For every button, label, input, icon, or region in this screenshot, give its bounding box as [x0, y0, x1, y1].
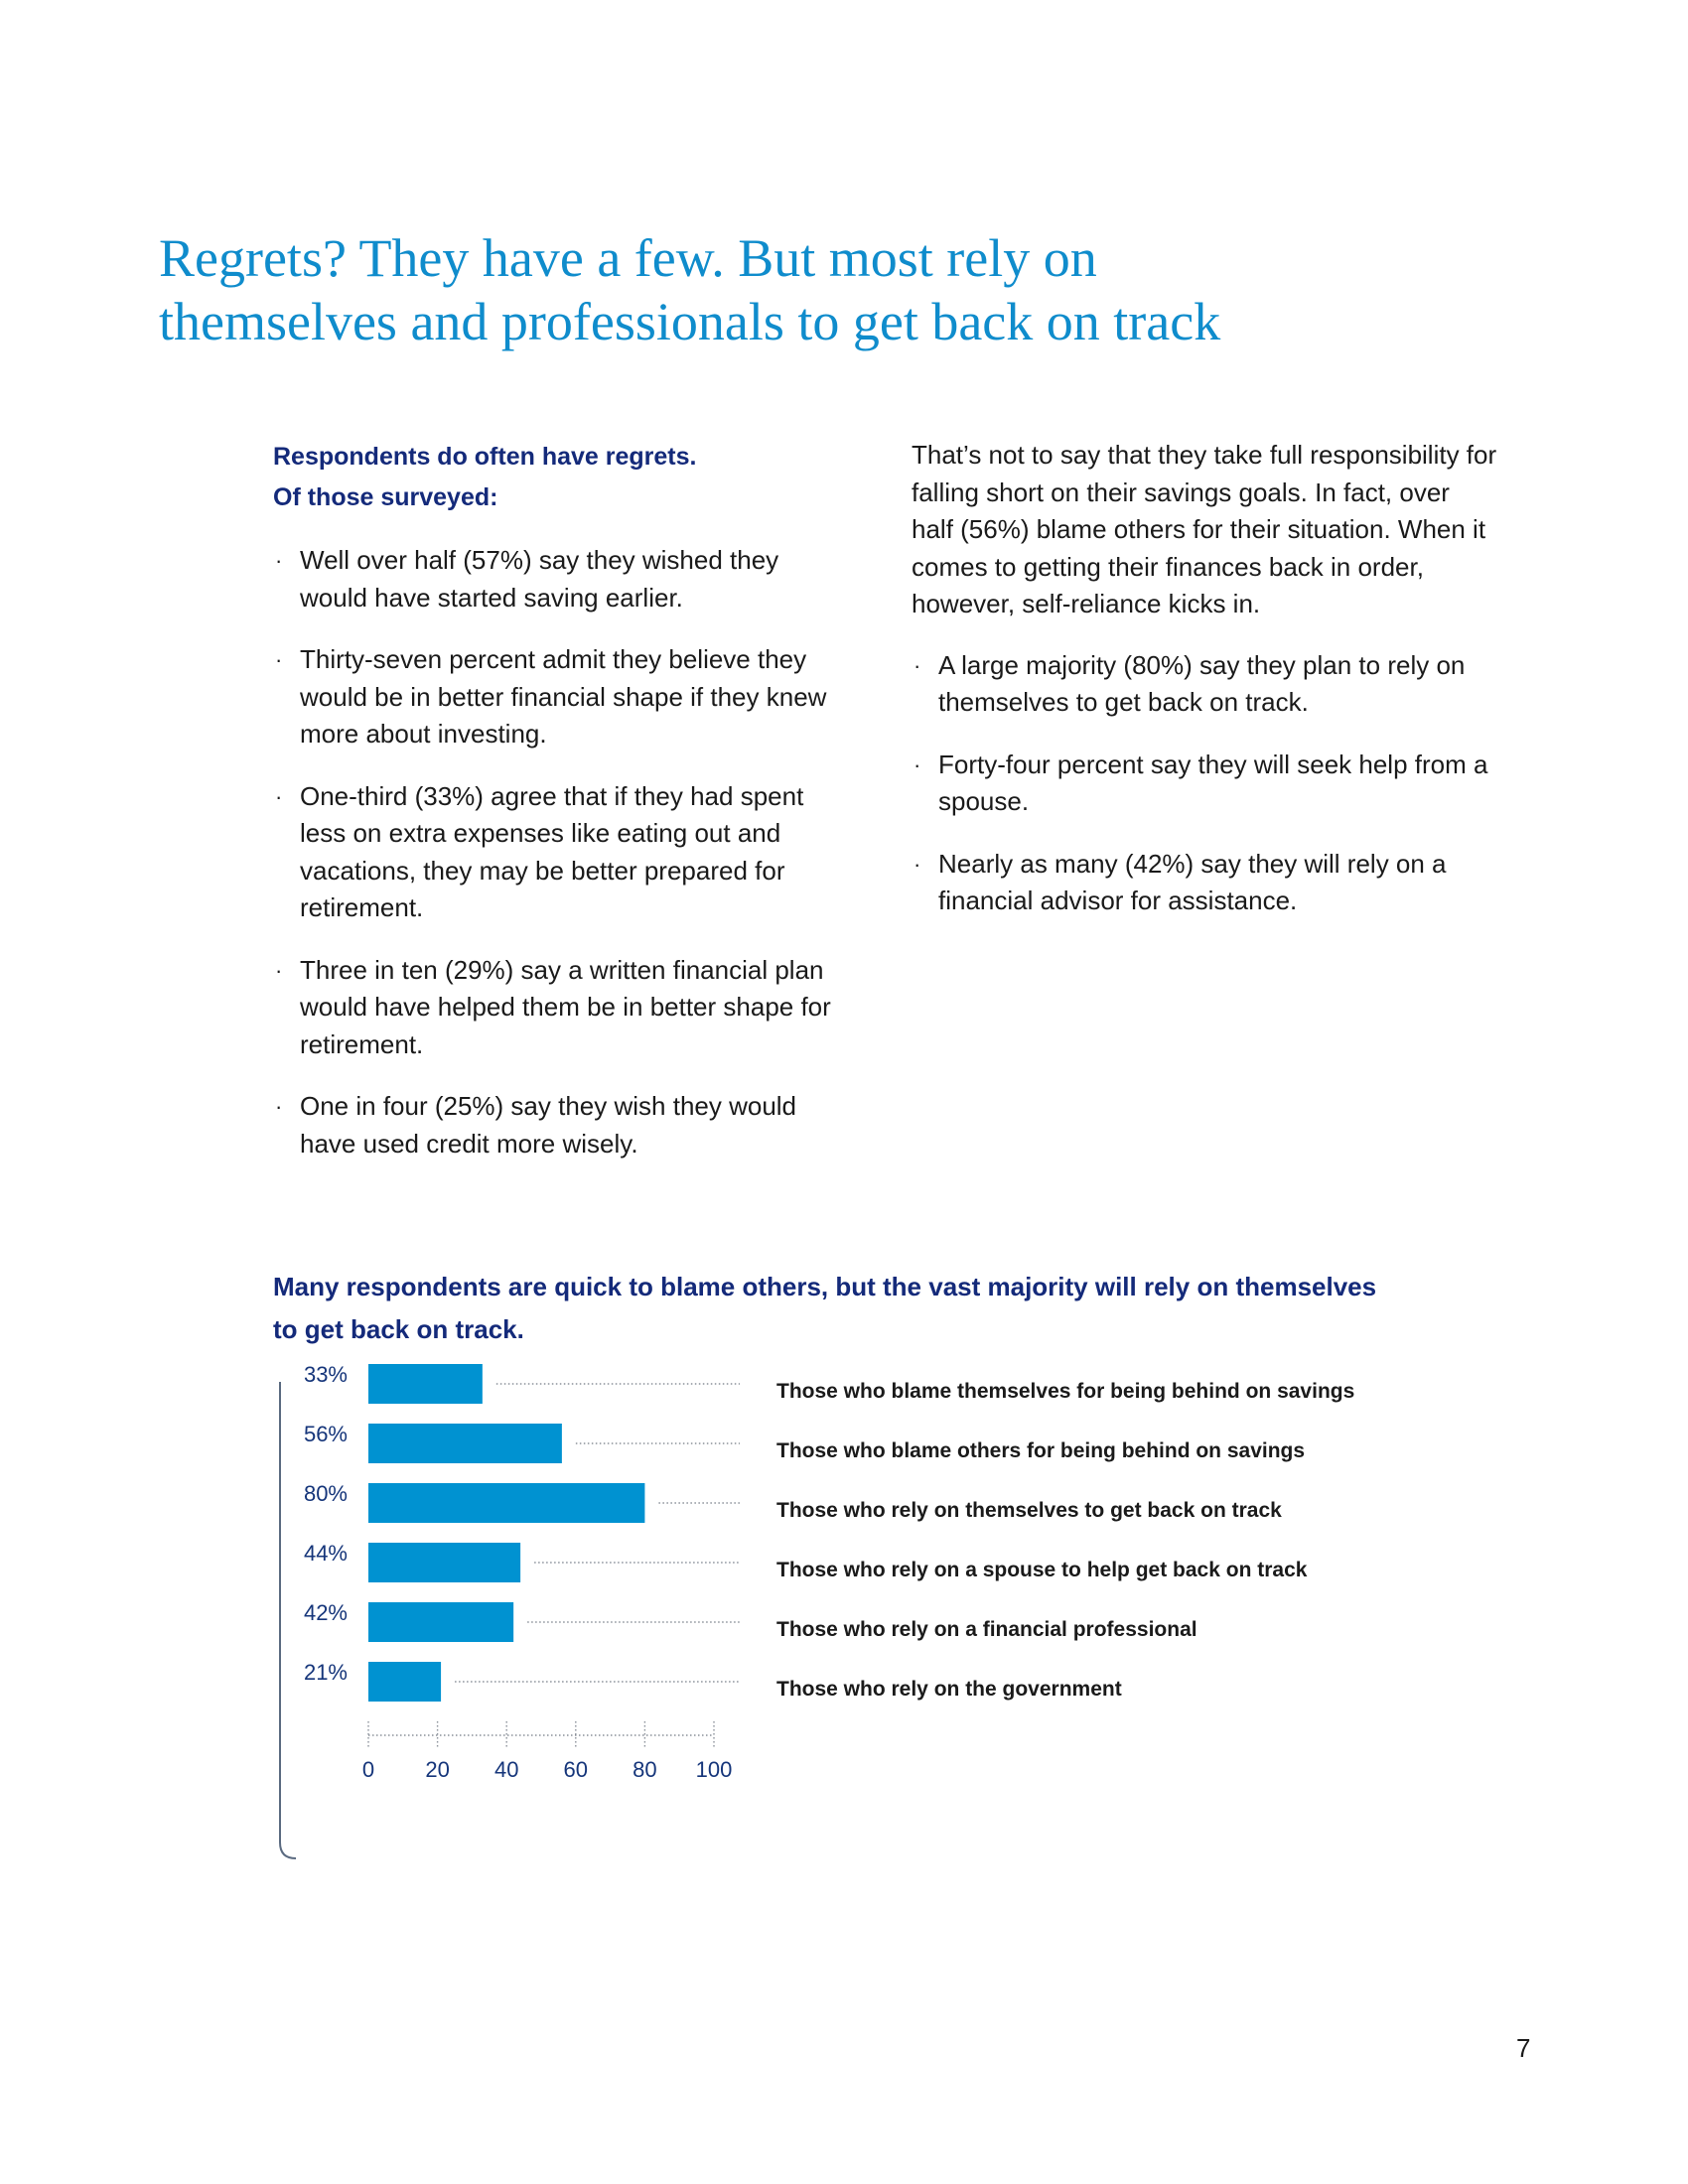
list-item-text: A large majority (80%) say they plan to rely on themselves to get back on track.	[938, 649, 1466, 717]
page-number: 7	[1516, 2033, 1531, 2063]
chart-x-tick-label: 40	[493, 1757, 519, 1782]
list-item-text: Nearly as many (42%) say they will rely on a financial advisor for assistance.	[938, 848, 1447, 915]
chart-bar	[368, 1424, 562, 1463]
chart-x-tick-label: 20	[425, 1757, 450, 1782]
regrets-lead-line-2: Of those surveyed:	[273, 483, 498, 511]
chart-value-label: 21%	[303, 1660, 348, 1685]
bullet-icon: ·	[275, 548, 283, 573]
chart-bracket	[280, 1382, 296, 1858]
chart-value-label: 33%	[303, 1362, 348, 1387]
blame-paragraph: That’s not to say that they take full responsibility for falling short on their savings goals. In fact, over half (56%) blame others for their situation. When it comes to getting their finances back in order, however, self-reliance kicks in.	[912, 440, 1497, 618]
chart-category-label: Those who rely on a spouse to help get back on track	[776, 1559, 1308, 1581]
regrets-lead-line-1: Respondents do often have regrets.	[273, 443, 697, 471]
chart-bar	[368, 1662, 441, 1702]
chart-value-label: 44%	[303, 1541, 348, 1566]
chart-value-label: 80%	[303, 1481, 348, 1506]
bullet-icon: ·	[914, 851, 921, 877]
bullet-icon: ·	[275, 1094, 283, 1119]
chart-category-label: Those who blame themselves for being behind on savings	[776, 1380, 1355, 1403]
chart-bar	[368, 1483, 644, 1523]
headline-line-2: themselves and professionals to get back on track	[159, 292, 1221, 351]
chart-title-line-1: Many respondents are quick to blame others, but the vast majority will rely on themselves	[273, 1272, 1377, 1301]
bullet-icon: ·	[275, 647, 283, 672]
headline-line-1: Regrets? They have a few. But most rely on	[159, 228, 1097, 288]
list-item-text: One-third (33%) agree that if they had spent less on extra expenses like eating out and vacations, they may be better prepared for retirement.	[300, 780, 804, 922]
chart-category-label: Those who rely on the government	[776, 1678, 1122, 1701]
chart-x-tick-label: 60	[563, 1757, 589, 1782]
bullet-icon: ·	[914, 751, 921, 777]
list-item-text: Three in ten (29%) say a written financial plan would have helped them be in better shape for retirement.	[300, 954, 831, 1059]
list-item-text: Thirty-seven percent admit they believe they would be in better financial shape if they knew more about investing.	[300, 644, 827, 749]
chart-bar	[368, 1602, 513, 1642]
chart-category-label: Those who rely on a financial professional	[776, 1618, 1197, 1641]
chart-x-tick-label: 80	[633, 1757, 657, 1782]
bullet-icon: ·	[275, 783, 283, 809]
chart-bar	[368, 1364, 483, 1404]
chart-x-tick-label: 0	[361, 1757, 375, 1782]
bullet-icon: ·	[914, 652, 921, 678]
chart-value-label: 56%	[303, 1422, 348, 1446]
chart-category-label: Those who rely on themselves to get back on track	[776, 1499, 1282, 1522]
chart-category-label: Those who blame others for being behind on savings	[776, 1439, 1306, 1462]
chart-bar	[368, 1543, 520, 1582]
list-item-text: Forty-four percent say they will seek help from a spouse.	[938, 749, 1488, 816]
chart-value-label: 42%	[303, 1600, 348, 1625]
bullet-icon: ·	[275, 957, 283, 983]
chart-title-line-2: to get back on track.	[273, 1314, 524, 1344]
list-item-text: One in four (25%) say they wish they would have used credit more wisely.	[300, 1091, 797, 1159]
list-item-text: Well over half (57%) say they wished they would have started saving earlier.	[300, 545, 779, 613]
chart-x-tick-label: 100	[695, 1757, 733, 1782]
